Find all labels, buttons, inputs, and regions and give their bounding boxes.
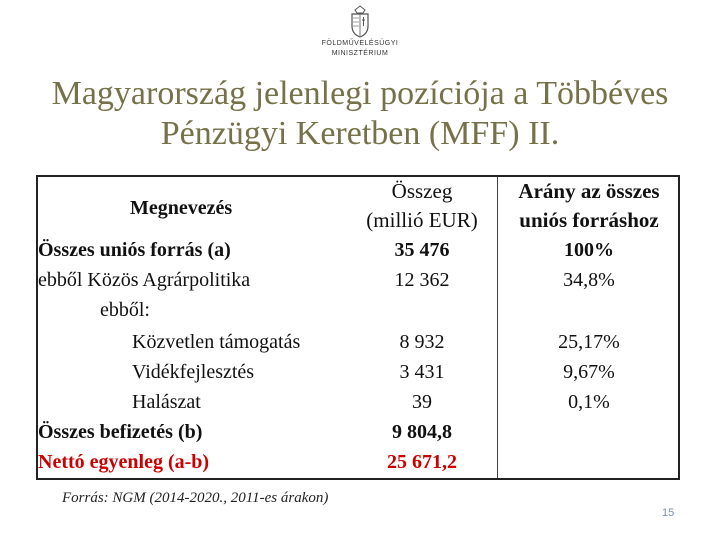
title-line1: Magyarország jelenlegi pozíciója a Többéves	[51, 75, 669, 112]
row-amount: 3 431	[399, 361, 445, 383]
header-ratio-line2: uniós forráshoz	[519, 208, 659, 232]
row-ratio: 0,1%	[568, 391, 610, 413]
title-line2: Pénzügyi Keretben (MFF) II.	[160, 115, 560, 152]
row-name: Összes befizetés (b)	[38, 421, 203, 443]
page-title	[0, 74, 720, 154]
row-amount: 12 362	[394, 269, 450, 291]
row-name: Nettó egyenleg (a-b)	[38, 451, 210, 473]
row-ratio: 34,8%	[563, 269, 615, 291]
header-name: Megnevezés	[130, 197, 233, 219]
row-name: Közvetlen támogatás	[132, 331, 301, 353]
coat-of-arms-icon	[347, 4, 373, 38]
header-amount-line1: Összeg	[391, 179, 453, 203]
row-amount: 39	[412, 391, 432, 413]
row-name: Halászat	[132, 391, 201, 413]
row-name: Összes uniós forrás (a)	[38, 239, 231, 261]
logo-text-line2: MINISZTÉRIUM	[331, 50, 389, 57]
ministry-logo	[300, 4, 420, 66]
source-note: Forrás: NGM (2014-2020., 2011-es árakon)	[62, 490, 329, 506]
mff-table	[36, 175, 680, 480]
header-amount-line2: (millió EUR)	[366, 208, 478, 232]
row-name: Vidékfejlesztés	[132, 361, 255, 383]
row-amount: 8 932	[399, 331, 445, 353]
row-amount: 9 804,8	[392, 421, 452, 443]
row-name: ebből:	[100, 299, 150, 321]
row-amount: 35 476	[394, 239, 450, 261]
logo-text-line1: FÖLDMŰVELÉSÜGYI	[321, 40, 399, 47]
header-ratio-line1: Arány az összes	[518, 179, 660, 203]
row-amount: 25 671,2	[387, 451, 457, 473]
row-ratio: 100%	[564, 239, 614, 261]
row-ratio: 25,17%	[558, 331, 620, 353]
page-number: 15	[662, 507, 675, 519]
row-name: ebből Közös Agrárpolitika	[38, 269, 251, 291]
row-ratio: 9,67%	[563, 361, 615, 383]
